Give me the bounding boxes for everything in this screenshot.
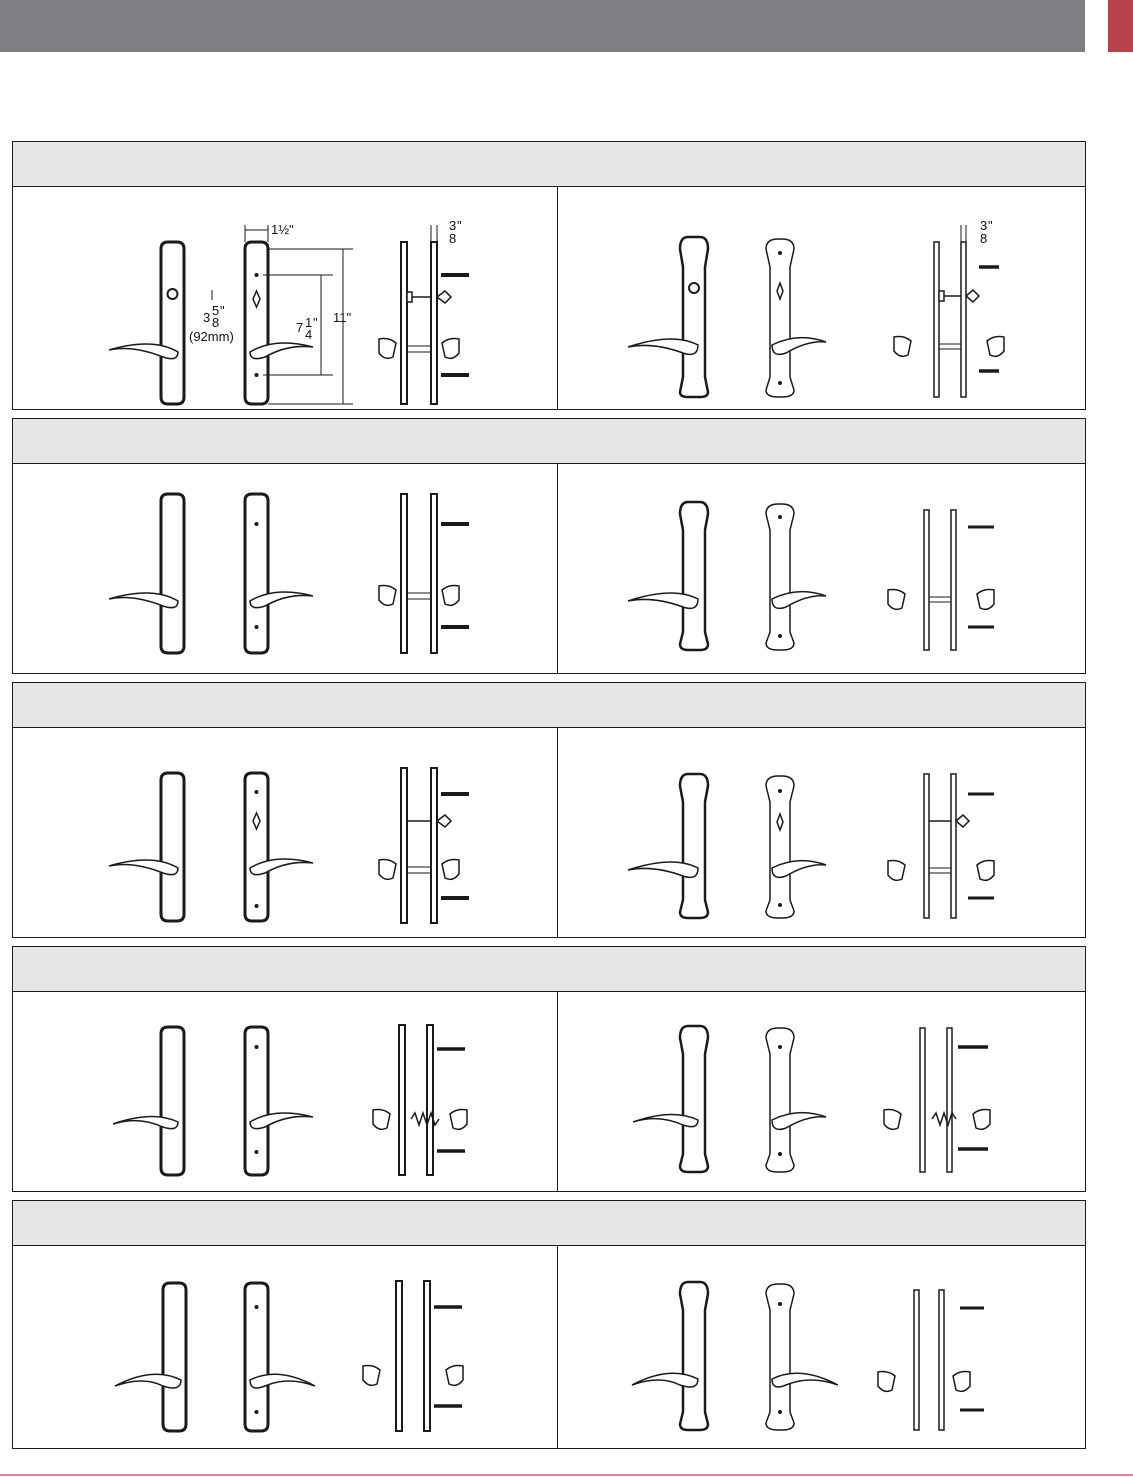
drawing-cell-left <box>13 728 558 938</box>
spring-icon <box>411 1113 439 1125</box>
section-header <box>13 683 1085 728</box>
interior-plate <box>766 504 794 650</box>
trim-drawing <box>13 1246 558 1449</box>
section-row-3 <box>12 682 1086 938</box>
interior-plate <box>245 242 268 404</box>
exterior-plate <box>161 1027 184 1175</box>
side-view-interior <box>951 510 956 650</box>
exterior-plate <box>680 774 708 918</box>
side-view-exterior <box>924 510 929 650</box>
dim-backset-whole: 3 <box>203 310 211 325</box>
section-row-4 <box>12 946 1086 1192</box>
dim-center-num: 1 <box>305 315 313 330</box>
drawing-cell-right <box>558 464 1085 674</box>
cylinder-icon <box>168 289 178 299</box>
lever-handle <box>109 344 178 359</box>
dim-thickness-unit: " <box>988 218 993 233</box>
section-row-1 <box>12 141 1086 410</box>
drawing-cell-left <box>13 992 558 1192</box>
dim-thickness-den: 8 <box>980 231 988 246</box>
lever-handle <box>772 861 826 878</box>
dim-height: 11" <box>333 310 352 325</box>
drawing-cell-right <box>558 992 1085 1192</box>
trim-drawing <box>13 464 558 674</box>
side-view-interior <box>431 494 437 653</box>
drawing-cell-right <box>558 1246 1085 1449</box>
drawing-cell-right <box>558 728 1085 938</box>
section-row-2 <box>12 418 1086 674</box>
side-view-exterior <box>399 1025 405 1175</box>
side-view-interior <box>424 1281 430 1431</box>
side-view-exterior <box>934 242 939 397</box>
trim-drawing <box>558 728 1085 938</box>
side-view-exterior <box>401 494 407 653</box>
drawing-cell-left <box>13 464 558 674</box>
side-view-exterior <box>924 774 929 918</box>
dim-backset-unit: " <box>220 303 225 318</box>
lever-handle <box>250 592 313 608</box>
thumbturn-icon <box>253 813 260 829</box>
drawing-cell-left <box>13 187 558 410</box>
dim-thickness-num: 3 <box>449 218 457 233</box>
drawing-cell-right <box>558 187 1085 410</box>
lever-handle <box>109 593 178 608</box>
side-view-interior <box>947 1028 952 1172</box>
side-view-exterior <box>920 1028 925 1172</box>
lever-handle <box>115 1374 181 1388</box>
dim-width: 1½" <box>271 222 294 237</box>
trim-drawing <box>558 464 1085 674</box>
dim-center-unit: " <box>313 315 318 330</box>
lever-handle <box>113 1116 178 1128</box>
lever-handle <box>772 592 826 609</box>
section-row-5 <box>12 1200 1086 1449</box>
side-view-exterior <box>401 242 407 404</box>
interior-plate <box>766 239 794 397</box>
section-header <box>13 947 1085 992</box>
side-view-exterior <box>401 768 407 923</box>
trim-drawing <box>13 992 558 1192</box>
section-header <box>13 419 1085 464</box>
dim-thickness-num: 3 <box>980 218 988 233</box>
exterior-plate <box>680 502 708 650</box>
lever-handle <box>250 859 313 875</box>
footer-rule <box>0 1474 1133 1476</box>
lever-handle <box>632 1373 698 1387</box>
dim-backset-mm: (92mm) <box>189 329 234 344</box>
exterior-plate <box>680 1282 708 1430</box>
cylinder-icon <box>689 283 699 293</box>
interior-plate <box>245 773 268 921</box>
exterior-plate <box>680 237 708 397</box>
lever-handle <box>628 593 698 608</box>
side-view-interior <box>951 774 956 918</box>
side-view-exterior <box>396 1281 402 1431</box>
lever-handle <box>633 1114 698 1126</box>
interior-plate <box>245 494 268 653</box>
exterior-plate <box>161 773 184 921</box>
trim-drawing <box>558 1246 1085 1449</box>
side-view-exterior <box>914 1290 919 1430</box>
dim-backset-den: 8 <box>212 315 220 330</box>
drawing-cell-left <box>13 1246 558 1449</box>
trim-drawing <box>558 187 1085 410</box>
header-band <box>0 0 1085 52</box>
lever-handle <box>250 1113 313 1129</box>
lever-handle <box>772 1113 826 1130</box>
trim-drawing <box>13 728 558 938</box>
side-view-interior <box>431 242 437 404</box>
interior-plate <box>766 1028 794 1172</box>
lever-handle <box>250 343 313 359</box>
lever-handle <box>250 1374 315 1388</box>
side-view-interior <box>431 768 437 923</box>
trim-drawing <box>13 187 558 410</box>
exterior-plate <box>161 242 184 404</box>
dim-backset-num: 5 <box>212 303 220 318</box>
thumbturn-icon <box>253 291 260 307</box>
interior-plate <box>766 776 794 918</box>
section-tab <box>1108 0 1133 52</box>
dim-center-whole: 7 <box>296 320 304 335</box>
trim-drawing <box>558 992 1085 1192</box>
lever-handle <box>628 339 698 354</box>
dim-center-den: 4 <box>305 327 313 342</box>
side-view-interior <box>427 1025 433 1175</box>
dim-thickness-unit: " <box>457 218 462 233</box>
exterior-plate <box>680 1026 708 1172</box>
dim-thickness-den: 8 <box>449 231 457 246</box>
exterior-plate <box>161 494 184 653</box>
section-header <box>13 142 1085 187</box>
thumbturn-icon <box>777 283 783 299</box>
lever-handle <box>109 860 178 875</box>
side-view-interior <box>961 242 966 397</box>
lever-handle <box>772 1373 838 1387</box>
lever-handle <box>772 338 826 355</box>
side-view-interior <box>939 1290 944 1430</box>
exterior-plate <box>163 1283 186 1431</box>
section-header <box>13 1201 1085 1246</box>
lever-handle <box>628 862 698 877</box>
thumbturn-icon <box>777 814 783 830</box>
